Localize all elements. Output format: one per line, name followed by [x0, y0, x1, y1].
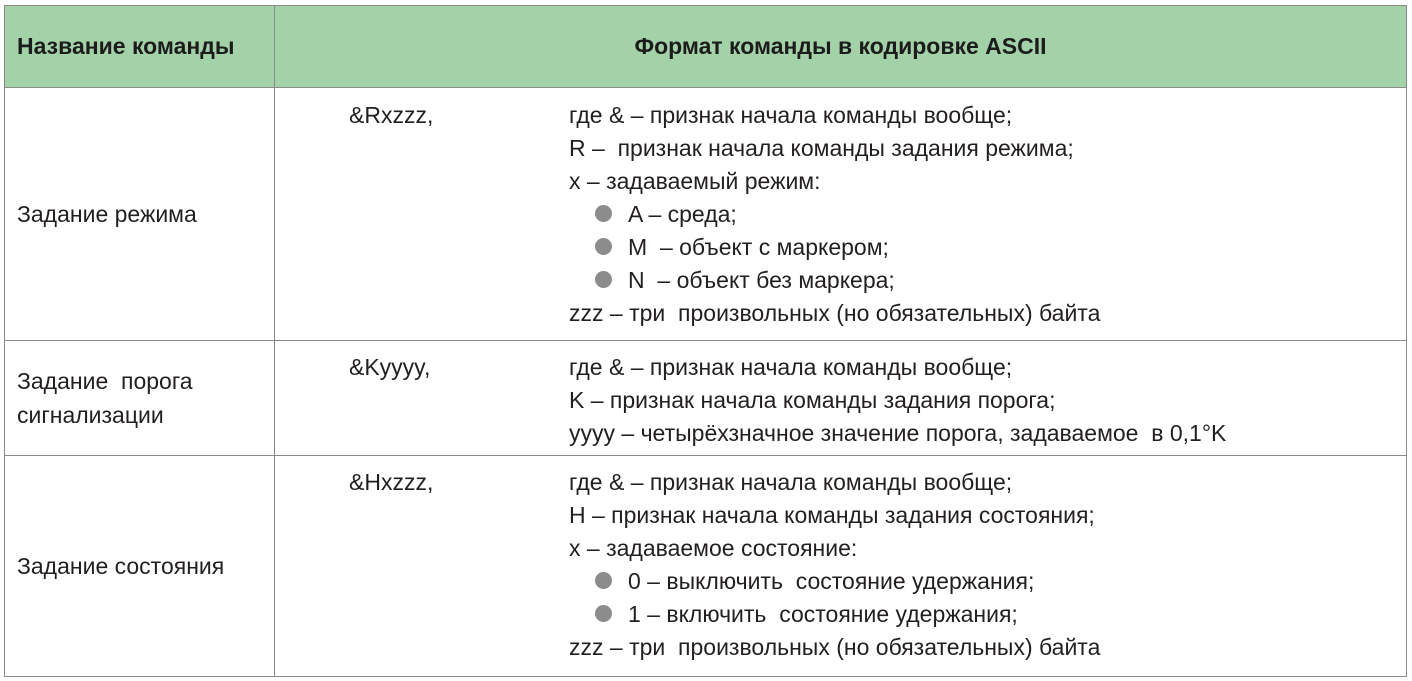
- description-line: zzz – три произвольных (но обязательных) байта: [569, 634, 1101, 660]
- command-name-line: сигнализации: [17, 402, 164, 428]
- list-item-label: 0 – выключить состояние удержания;: [628, 568, 1035, 594]
- description-line: где & – признак начала команды вообще;: [569, 102, 1013, 128]
- list-item: [569, 198, 1396, 231]
- header-row: [5, 6, 1407, 88]
- description-line: где & – признак начала команды вообще;: [569, 354, 1013, 380]
- list-item: [569, 565, 1396, 598]
- description-line: R – признак начала команды задания режима;: [569, 135, 1074, 161]
- bullet-icon: [595, 271, 612, 288]
- table-row: [5, 456, 1407, 677]
- table-row: [5, 341, 1407, 456]
- bullet-icon: [595, 238, 612, 255]
- command-description: [569, 99, 1396, 330]
- commands-table: [4, 5, 1407, 677]
- list-item: [569, 231, 1396, 264]
- description-line: H – признак начала команды задания состояния;: [569, 502, 1095, 528]
- list-item: [569, 264, 1396, 297]
- list-item: [569, 598, 1396, 631]
- command-code: &Rxzzz,: [349, 102, 434, 128]
- bullet-icon: [595, 605, 612, 622]
- list-item-label: 1 – включить состояние удержания;: [628, 601, 1018, 627]
- list-item-label: N – объект без маркера;: [628, 267, 895, 293]
- description-line: zzz – три произвольных (но обязательных) байта: [569, 300, 1101, 326]
- header-command-format: Формат команды в кодировке ASCII: [275, 6, 1407, 88]
- command-description: [569, 466, 1396, 664]
- bullet-icon: [595, 572, 612, 589]
- description-line: x – задаваемое состояние:: [569, 535, 858, 561]
- command-name: [5, 341, 275, 456]
- description-line: K – признак начала команды задания порога;: [569, 387, 1056, 413]
- list-item-label: M – объект с маркером;: [628, 234, 889, 260]
- command-code: &Kyyyy,: [349, 354, 431, 380]
- command-format-cell: [275, 88, 1407, 341]
- list-item-label: A – среда;: [628, 201, 737, 227]
- command-format-cell: [275, 341, 1407, 456]
- command-format-cell: [275, 456, 1407, 677]
- description-line: x – задаваемый режим:: [569, 168, 821, 194]
- bullet-icon: [595, 205, 612, 222]
- command-code: &Hxzzz,: [349, 469, 434, 495]
- command-description: [569, 351, 1396, 450]
- description-line: где & – признак начала команды вообще;: [569, 469, 1013, 495]
- table-row: [5, 88, 1407, 341]
- command-name: Задание режима: [5, 88, 275, 341]
- header-command-name: Название команды: [5, 6, 275, 88]
- command-name: Задание состояния: [5, 456, 275, 677]
- description-line: yyyy – четырёхзначное значение порога, задаваемое в 0,1°K: [569, 420, 1227, 446]
- command-name-line: Задание порога: [17, 368, 193, 394]
